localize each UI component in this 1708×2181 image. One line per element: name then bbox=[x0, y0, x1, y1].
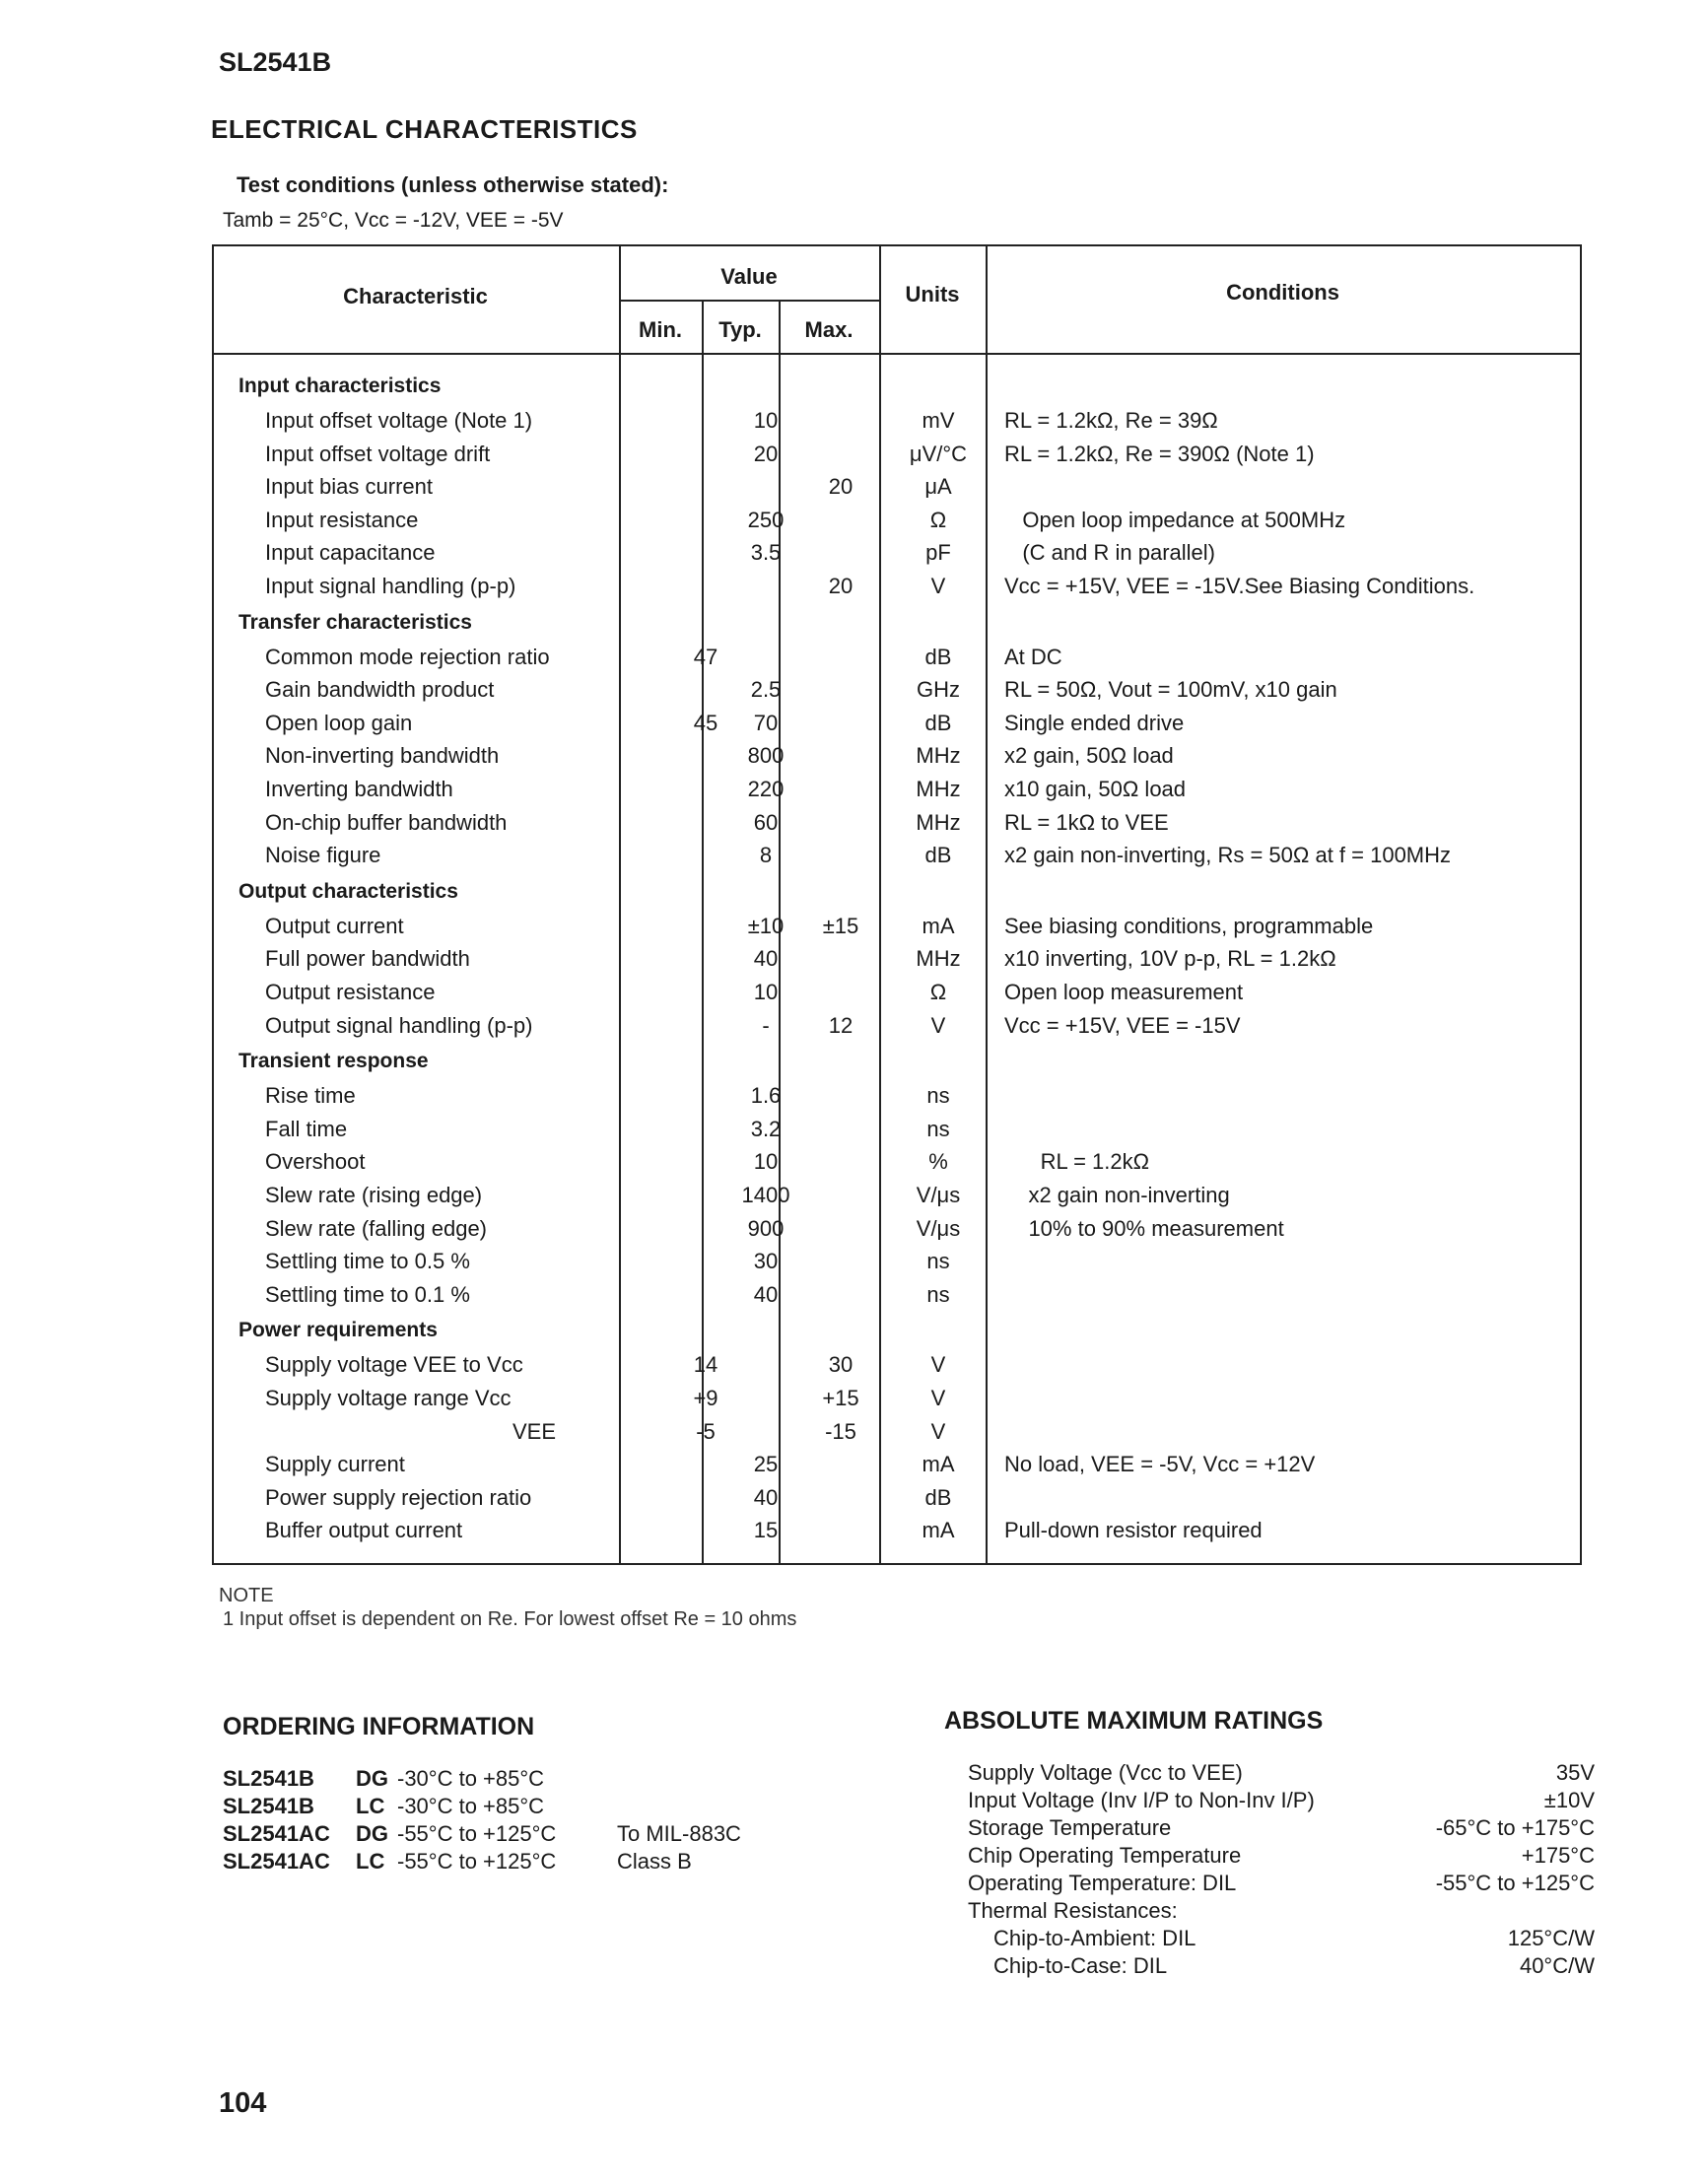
table-row bbox=[212, 643, 1582, 675]
characteristic-cell: Gain bandwidth product bbox=[265, 677, 495, 703]
characteristic-cell: VEE bbox=[512, 1418, 557, 1444]
typ-cell: 2.5 bbox=[750, 677, 782, 703]
table-border-top bbox=[212, 244, 1582, 246]
typ-cell: 3.2 bbox=[750, 1116, 782, 1141]
unit-cell: V bbox=[930, 1012, 946, 1038]
table-row bbox=[212, 472, 1582, 505]
table-row bbox=[212, 978, 1582, 1010]
characteristic-cell: Open loop gain bbox=[265, 710, 413, 735]
unit-cell: V bbox=[930, 1418, 946, 1444]
table-row bbox=[212, 1247, 1582, 1279]
characteristic-cell: Output characteristics bbox=[239, 879, 458, 903]
characteristic-cell: Slew rate (rising edge) bbox=[265, 1183, 483, 1207]
unit-cell: mA bbox=[922, 1452, 955, 1477]
unit-cell: V bbox=[930, 1386, 946, 1410]
ordering-spec: Class B bbox=[617, 1849, 692, 1874]
table-row bbox=[212, 1081, 1582, 1114]
characteristic-cell: Noise figure bbox=[265, 843, 381, 868]
characteristic-cell: Input resistance bbox=[265, 507, 419, 532]
abs-max-row bbox=[968, 1953, 1595, 1981]
table-row bbox=[212, 1214, 1582, 1247]
typ-cell: 900 bbox=[747, 1215, 785, 1241]
ordering-package: LC bbox=[356, 1849, 385, 1874]
min-cell: 14 bbox=[693, 1352, 718, 1378]
typ-cell: 40 bbox=[753, 946, 779, 972]
abs-max-row bbox=[968, 1815, 1595, 1843]
ordering-part: SL2541AC bbox=[223, 1849, 330, 1874]
characteristic-cell: Output signal handling (p-p) bbox=[265, 1012, 533, 1038]
abs-max-value: +175°C bbox=[1521, 1843, 1595, 1868]
table-group-heading bbox=[212, 1048, 1582, 1080]
characteristic-cell: Full power bandwidth bbox=[265, 946, 470, 972]
conditions-cell: RL = 1.2kΩ, Re = 39Ω bbox=[1004, 408, 1218, 433]
unit-cell: ns bbox=[926, 1249, 950, 1274]
unit-cell: ns bbox=[926, 1116, 950, 1141]
characteristic-cell: Non-inverting bandwidth bbox=[265, 743, 500, 769]
typ-cell: 60 bbox=[753, 809, 779, 835]
unit-cell: MHz bbox=[916, 809, 961, 835]
conditions-cell: RL = 50Ω, Vout = 100mV, x10 gain bbox=[1004, 677, 1337, 703]
characteristic-cell: Settling time to 0.5 % bbox=[265, 1249, 470, 1274]
header-max: Max. bbox=[804, 317, 854, 342]
conditions-cell: Vcc = +15V, VEE = -15V bbox=[1004, 1012, 1241, 1038]
abs-max-row bbox=[968, 1843, 1595, 1871]
ordering-temp-range: -55°C to +125°C bbox=[397, 1821, 557, 1846]
characteristic-cell: Input characteristics bbox=[239, 375, 442, 397]
conditions-cell: x10 gain, 50Ω load bbox=[1004, 777, 1187, 801]
typ-cell: 10 bbox=[753, 408, 779, 433]
table-row bbox=[212, 675, 1582, 708]
typ-cell: 3.5 bbox=[750, 540, 782, 566]
typ-cell: ±10 bbox=[747, 913, 785, 938]
conditions-cell: No load, VEE = -5V, Vcc = +12V bbox=[1004, 1452, 1316, 1477]
max-cell: 20 bbox=[828, 474, 854, 500]
characteristic-cell: Transfer characteristics bbox=[239, 610, 472, 634]
abs-max-row bbox=[968, 1871, 1595, 1898]
abs-max-row bbox=[968, 1760, 1595, 1788]
unit-cell: Ω bbox=[929, 507, 947, 532]
max-cell: ±15 bbox=[822, 913, 859, 938]
unit-cell: ns bbox=[926, 1281, 950, 1307]
table-row bbox=[212, 1516, 1582, 1548]
table-row bbox=[212, 538, 1582, 571]
table-row bbox=[212, 440, 1582, 472]
conditions-cell: Vcc = +15V, VEE = -15V.See Biasing Conditions. bbox=[1004, 574, 1475, 598]
test-conditions-heading: Test conditions (unless otherwise stated): bbox=[237, 172, 669, 197]
header-typ: Typ. bbox=[718, 317, 762, 342]
table-row bbox=[212, 1350, 1582, 1383]
ordering-title: ORDERING INFORMATION bbox=[223, 1713, 535, 1740]
unit-cell: Ω bbox=[929, 980, 947, 1004]
min-cell: -5 bbox=[696, 1418, 716, 1444]
conditions-cell: See biasing conditions, programmable bbox=[1004, 913, 1374, 938]
table-group-heading bbox=[212, 373, 1582, 405]
header-units: Units bbox=[905, 282, 960, 307]
unit-cell: GHz bbox=[917, 677, 960, 703]
unit-cell: dB bbox=[924, 710, 952, 735]
header-min: Min. bbox=[639, 317, 682, 342]
ordering-temp-range: -55°C to +125°C bbox=[397, 1849, 557, 1874]
characteristic-cell: Supply voltage range Vcc bbox=[265, 1386, 512, 1410]
characteristic-cell: Power supply rejection ratio bbox=[265, 1484, 532, 1510]
typ-cell: 800 bbox=[747, 743, 785, 769]
table-row bbox=[212, 841, 1582, 873]
typ-cell: 15 bbox=[753, 1518, 779, 1543]
typ-cell: 1.6 bbox=[750, 1083, 782, 1109]
unit-cell: V bbox=[930, 1352, 946, 1378]
unit-cell: dB bbox=[924, 843, 952, 868]
characteristic-cell: Supply current bbox=[265, 1452, 405, 1477]
unit-cell: dB bbox=[924, 644, 952, 669]
table-row bbox=[212, 506, 1582, 538]
unit-cell: mA bbox=[922, 1518, 955, 1543]
conditions-cell: Open loop measurement bbox=[1004, 980, 1244, 1004]
conditions-cell: RL = 1.2kΩ, Re = 390Ω (Note 1) bbox=[1004, 441, 1315, 466]
typ-cell: 25 bbox=[753, 1452, 779, 1477]
conditions-cell: Pull-down resistor required bbox=[1004, 1518, 1263, 1543]
conditions-cell: Open loop impedance at 500MHz bbox=[1004, 507, 1346, 532]
characteristic-cell: Input bias current bbox=[265, 474, 433, 500]
typ-cell: 1400 bbox=[741, 1183, 790, 1207]
table-border-bottom bbox=[212, 1563, 1582, 1565]
table-row bbox=[212, 944, 1582, 977]
conditions-cell: x2 gain, 50Ω load bbox=[1004, 743, 1174, 769]
abs-max-row bbox=[968, 1788, 1595, 1815]
typ-cell: 40 bbox=[753, 1484, 779, 1510]
abs-max-value: ±10V bbox=[1543, 1788, 1595, 1812]
abs-max-label: Operating Temperature: DIL bbox=[968, 1871, 1237, 1895]
ordering-part: SL2541B bbox=[223, 1794, 314, 1818]
characteristic-cell: Power requirements bbox=[239, 1319, 438, 1342]
table-row bbox=[212, 1483, 1582, 1516]
characteristic-cell: Rise time bbox=[265, 1083, 356, 1109]
table-header-bottom bbox=[212, 353, 1582, 355]
test-conditions-values: Tamb = 25°C, Vcc = -12V, VEE = -5V bbox=[223, 209, 564, 232]
header-value: Value bbox=[720, 264, 778, 289]
characteristic-cell: Transient response bbox=[239, 1050, 429, 1073]
characteristic-cell: Common mode rejection ratio bbox=[265, 644, 550, 669]
max-cell: -15 bbox=[825, 1418, 856, 1444]
characteristic-cell: Settling time to 0.1 % bbox=[265, 1281, 470, 1307]
abs-max-label: Thermal Resistances: bbox=[968, 1898, 1178, 1923]
unit-cell: V/μs bbox=[916, 1183, 961, 1207]
abs-max-label: Storage Temperature bbox=[968, 1815, 1172, 1840]
typ-cell: - bbox=[762, 1012, 770, 1038]
characteristic-cell: Output current bbox=[265, 913, 404, 938]
max-cell: 12 bbox=[828, 1012, 854, 1038]
abs-max-label: Supply Voltage (Vcc to VEE) bbox=[968, 1760, 1243, 1785]
table-row bbox=[212, 808, 1582, 841]
header-conditions: Conditions bbox=[1226, 280, 1339, 305]
header-characteristic: Characteristic bbox=[343, 284, 488, 308]
table-row bbox=[212, 1147, 1582, 1180]
min-cell: +9 bbox=[693, 1386, 718, 1410]
unit-cell: dB bbox=[924, 1484, 952, 1510]
abs-max-value: 125°C/W bbox=[1507, 1926, 1595, 1950]
ordering-temp-range: -30°C to +85°C bbox=[397, 1794, 545, 1818]
unit-cell: ns bbox=[926, 1083, 950, 1109]
abs-max-row bbox=[968, 1898, 1595, 1926]
conditions-cell: x2 gain non-inverting, Rs = 50Ω at f = 100MHz bbox=[1004, 843, 1452, 868]
typ-cell: 220 bbox=[747, 777, 785, 801]
abs-max-value: 40°C/W bbox=[1519, 1953, 1595, 1978]
unit-cell: V bbox=[930, 574, 946, 598]
typ-cell: 10 bbox=[753, 1149, 779, 1175]
ordering-package: DG bbox=[356, 1766, 388, 1791]
note-heading: NOTE bbox=[219, 1585, 274, 1606]
table-row bbox=[212, 1011, 1582, 1044]
ordering-part: SL2541B bbox=[223, 1766, 314, 1791]
page-number: 104 bbox=[219, 2087, 267, 2119]
table-row bbox=[212, 1450, 1582, 1482]
abs-max-label: Chip Operating Temperature bbox=[968, 1843, 1242, 1868]
abs-max-row bbox=[968, 1926, 1595, 1953]
table-group-heading bbox=[212, 878, 1582, 911]
table-row bbox=[212, 1181, 1582, 1213]
max-cell: 30 bbox=[828, 1352, 854, 1378]
typ-cell: 40 bbox=[753, 1281, 779, 1307]
characteristic-cell: Fall time bbox=[265, 1116, 348, 1141]
characteristic-cell: Input capacitance bbox=[265, 540, 436, 566]
abs-max-value: -65°C to +175°C bbox=[1435, 1815, 1595, 1840]
electrical-characteristics-table bbox=[212, 244, 1582, 1565]
abs-max-value: 35V bbox=[1555, 1760, 1595, 1785]
conditions-cell: Single ended drive bbox=[1004, 710, 1185, 735]
characteristic-cell: Input offset voltage (Note 1) bbox=[265, 408, 533, 433]
min-cell: 45 bbox=[693, 710, 718, 735]
max-cell: 20 bbox=[828, 574, 854, 598]
table-row bbox=[212, 709, 1582, 741]
abs-max-label: Input Voltage (Inv I/P to Non-Inv I/P) bbox=[968, 1788, 1315, 1812]
conditions-cell: 10% to 90% measurement bbox=[1004, 1215, 1284, 1241]
ordering-package: DG bbox=[356, 1821, 388, 1846]
section-title: ELECTRICAL CHARACTERISTICS bbox=[211, 114, 638, 144]
table-row bbox=[212, 912, 1582, 944]
conditions-cell: RL = 1.2kΩ bbox=[1004, 1149, 1150, 1175]
typ-cell: 250 bbox=[747, 507, 785, 532]
unit-cell: V/μs bbox=[916, 1215, 961, 1241]
conditions-cell: x2 gain non-inverting bbox=[1004, 1183, 1230, 1207]
ordering-temp-range: -30°C to +85°C bbox=[397, 1766, 545, 1791]
characteristic-cell: On-chip buffer bandwidth bbox=[265, 809, 508, 835]
table-group-heading bbox=[212, 1317, 1582, 1349]
unit-cell: MHz bbox=[916, 777, 961, 801]
characteristic-cell: Output resistance bbox=[265, 980, 436, 1004]
conditions-cell: x10 inverting, 10V p-p, RL = 1.2kΩ bbox=[1004, 946, 1336, 972]
characteristic-cell: Input offset voltage drift bbox=[265, 441, 491, 466]
table-row bbox=[212, 741, 1582, 774]
abs-max-label: Chip-to-Ambient: DIL bbox=[993, 1926, 1196, 1950]
table-row bbox=[212, 1115, 1582, 1147]
table-group-heading bbox=[212, 609, 1582, 642]
table-row bbox=[212, 775, 1582, 807]
table-row bbox=[212, 406, 1582, 439]
ordering-part: SL2541AC bbox=[223, 1821, 330, 1846]
unit-cell: μA bbox=[924, 474, 952, 500]
abs-max-label: Chip-to-Case: DIL bbox=[993, 1953, 1168, 1978]
typ-cell: 20 bbox=[753, 441, 779, 466]
conditions-cell: (C and R in parallel) bbox=[1004, 540, 1215, 566]
conditions-cell: RL = 1kΩ to VEE bbox=[1004, 809, 1169, 835]
ordering-package: LC bbox=[356, 1794, 385, 1818]
max-cell: +15 bbox=[822, 1386, 859, 1410]
characteristic-cell: Inverting bandwidth bbox=[265, 777, 453, 801]
min-cell: 47 bbox=[693, 644, 718, 669]
table-row bbox=[212, 572, 1582, 604]
unit-cell: pF bbox=[925, 540, 951, 566]
table-row bbox=[212, 1417, 1582, 1450]
characteristic-cell: Slew rate (falling edge) bbox=[265, 1215, 488, 1241]
unit-cell: μV/°C bbox=[909, 441, 968, 466]
part-number: SL2541B bbox=[219, 47, 332, 77]
unit-cell: MHz bbox=[916, 743, 961, 769]
unit-cell: % bbox=[928, 1149, 948, 1175]
typ-cell: 70 bbox=[753, 710, 779, 735]
characteristic-cell: Buffer output current bbox=[265, 1518, 463, 1543]
ordering-spec: To MIL-883C bbox=[617, 1821, 741, 1846]
unit-cell: MHz bbox=[916, 946, 961, 972]
unit-cell: mV bbox=[922, 408, 955, 433]
typ-cell: 8 bbox=[759, 843, 773, 868]
value-subheader-rule bbox=[619, 300, 879, 302]
typ-cell: 10 bbox=[753, 980, 779, 1004]
unit-cell: mA bbox=[922, 913, 955, 938]
note-text: 1 Input offset is dependent on Re. For lowest offset Re = 10 ohms bbox=[223, 1608, 797, 1630]
typ-cell: 30 bbox=[753, 1249, 779, 1274]
characteristic-cell: Supply voltage VEE to Vcc bbox=[265, 1352, 523, 1378]
table-row bbox=[212, 1280, 1582, 1313]
abs-max-title: ABSOLUTE MAXIMUM RATINGS bbox=[944, 1707, 1324, 1735]
conditions-cell: At DC bbox=[1004, 644, 1062, 669]
abs-max-value: -55°C to +125°C bbox=[1435, 1871, 1595, 1895]
characteristic-cell: Input signal handling (p-p) bbox=[265, 574, 516, 598]
characteristic-cell: Overshoot bbox=[265, 1149, 366, 1175]
table-row bbox=[212, 1384, 1582, 1416]
